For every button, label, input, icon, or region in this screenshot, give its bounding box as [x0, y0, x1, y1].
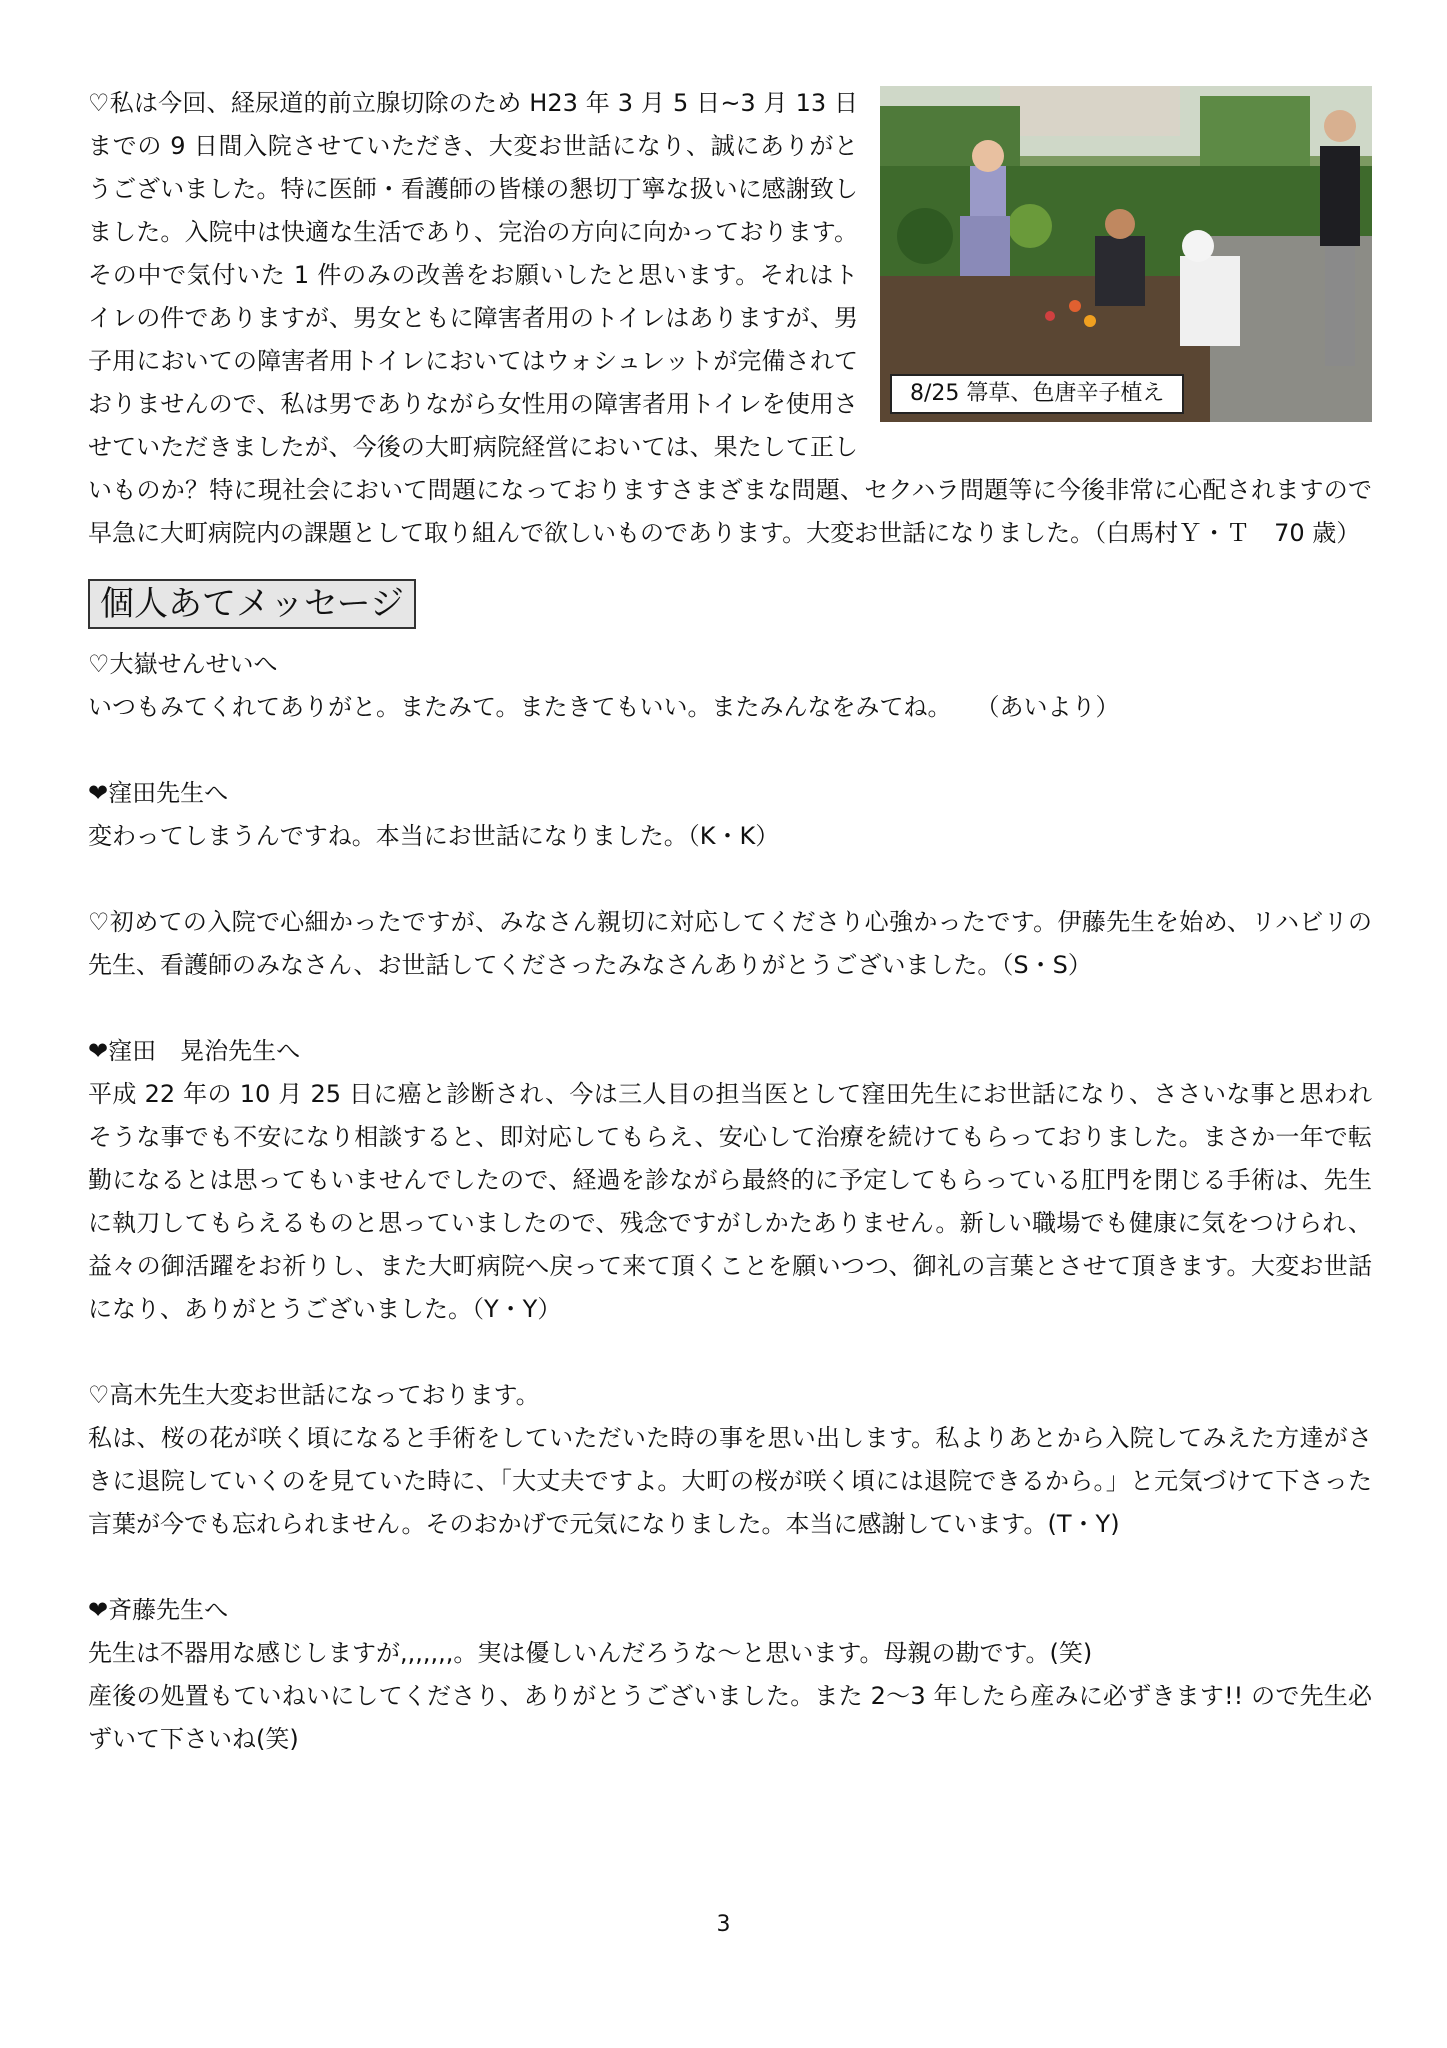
message-body: 平成 22 年の 10 月 25 日に癌と診断され、今は三人目の担当医として窪田先生にお世話になり、ささいな事と思われそうな事でも不安になり相談すると、即対応してもらえ、安心して治療を続けてもらっておりました。まさか一年で転勤になるとは思ってもいませんでしたので、経過を診ながら最終的に予定してもらっている肛門を閉じる手術は、先生に執刀してもらえるものと思っていましたので、残念ですがしかたありません。新しい職場でも健康に気をつけられ、益々の御活躍をお祈りし、また大町病院へ戻って来て頂くことを願いつつ、御礼の言葉とさせて頂きます。大変お世話になり、ありがとうございました。（Y・Y） [88, 1080, 1372, 1323]
section-title: 個人あてメッセージ [88, 579, 416, 629]
intro-section [88, 82, 1372, 555]
message-5 [88, 1374, 1372, 1546]
gardening-photo [880, 86, 1372, 422]
heart-icon: ❤ [88, 1037, 109, 1065]
message-recipient: 窪田先生へ [108, 779, 229, 807]
message-body: 先生は不器用な感じしますが,,,,,,,。実は優しいんだろうな～と思います。母親の勘です。(笑) 産後の処置もていねいにしてくださり、ありがとうございました。また 2～3 年したら産みに必ずきます!! ので先生必ずいて下さいね(笑) [88, 1639, 1372, 1753]
page-number: 3 [716, 1912, 731, 1937]
message-body: ♡初めての入院で心細かったですが、みなさん親切に対応してくださり心強かったです。伊藤先生を始め、リハビリの先生、看護師のみなさん、お世話してくださったみなさんありがとうございました。（S・S） [88, 908, 1372, 979]
message-heading [88, 1030, 1372, 1073]
page-content [88, 82, 1372, 1804]
message-heading [88, 643, 1372, 686]
message-2 [88, 772, 1372, 858]
message-mark: ♡ [88, 1381, 110, 1409]
message-recipient: 大嶽せんせいへ [109, 650, 278, 678]
message-body: いつもみてくれてありがと。またみて。またきてもいい。またみんなをみてね。 （あいより） [88, 693, 1120, 721]
message-1 [88, 643, 1372, 729]
photo-illustration [880, 86, 1372, 422]
message-recipient: 窪田 晃治先生へ [108, 1037, 301, 1065]
message-body: 変わってしまうんですね。本当にお世話になりました。（K・K） [88, 822, 780, 850]
heart-icon: ❤ [88, 1596, 109, 1624]
message-3 [88, 901, 1372, 987]
message-recipient: 高木先生大変お世話になっております。 [109, 1381, 540, 1409]
message-recipient: 斉藤先生へ [108, 1596, 229, 1624]
intro-paragraph: ♡私は今回、経尿道的前立腺切除のため H23 年 3 月 5 日~3 月 13 日までの 9 日間入院させていただき、大変お世話になり、誠にありがとうございました。特に医師・看護師の皆様の懇切丁寧な扱いに感謝致しました。入院中は快適な生活であり、完治の方向に向かっております。その中で気付いた 1 件のみの改善をお願いしたと思います。それはトイレの件でありますが、男女ともに障害者用のトイレはありますが、男子用においての障害者用トイレにおいてはウォシュレットが完備されておりませんので、私は男でありながら女性用の障害者用トイレを使用させていただきましたが、今後の大町病院経営においては、果たして正しいものか？特に現社会において問題になっておりますさまざまな問題、セクハラ問題等に今後非常に心配されますので早急に大町病院内の課題として取り組んで欲しいものであります。大変お世話になりました。（白馬村Ｙ・Ｔ 70 歳） [88, 89, 1372, 547]
photo-caption: 8/25 箒草、色唐辛子植え [890, 374, 1184, 414]
heart-icon: ❤ [88, 779, 109, 807]
message-heading [88, 1374, 1372, 1417]
message-6 [88, 1589, 1372, 1761]
message-heading [88, 1589, 1372, 1632]
message-mark: ♡ [88, 650, 110, 678]
message-body: 私は、桜の花が咲く頃になると手術をしていただいた時の事を思い出します。私よりあとから入院してみえた方達がさきに退院していくのを見ていた時に、「大丈夫ですよ。大町の桜が咲く頃には退院できるから。」と元気づけて下さった言葉が今でも忘れられません。そのおかげで元気になりました。本当に感謝しています。(T・Y) [88, 1424, 1372, 1538]
message-4 [88, 1030, 1372, 1331]
message-heading [88, 772, 1372, 815]
